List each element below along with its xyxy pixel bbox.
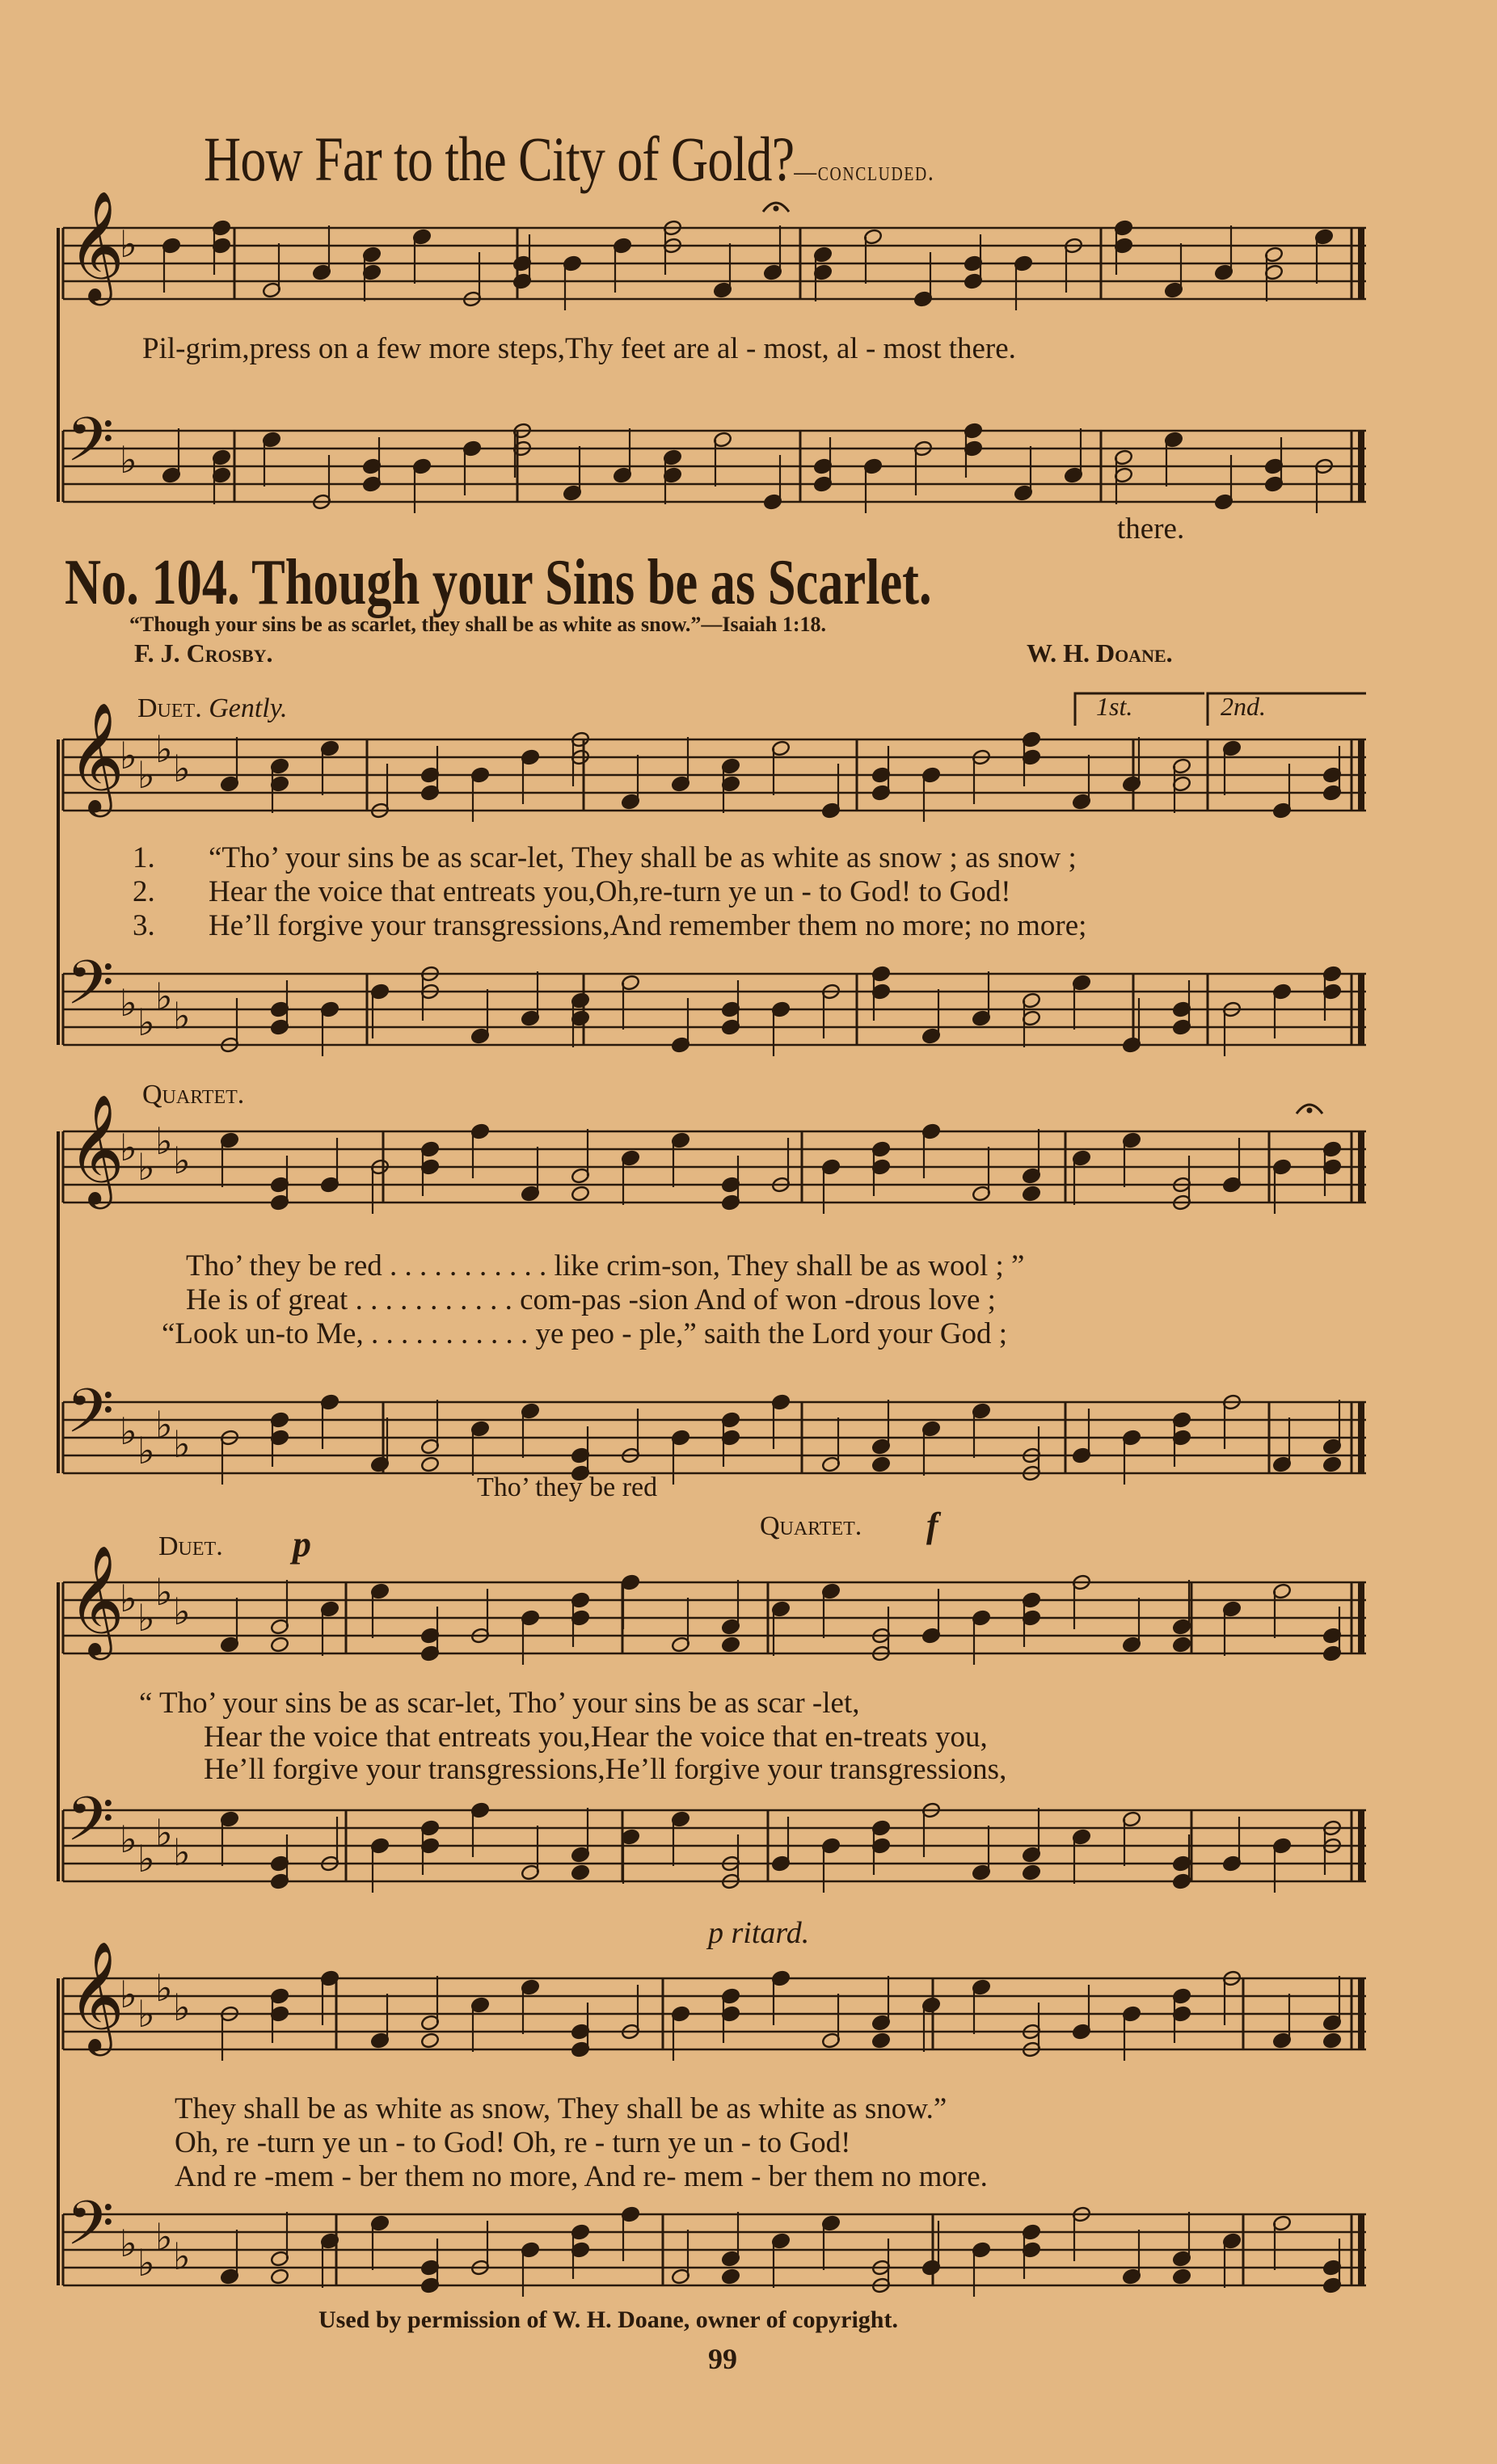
song2-system3-key-sig-bass: ♭ — [120, 1817, 137, 1861]
song2-system2-key-sig-bass: ♭ — [173, 1422, 191, 1466]
direction-duet — [137, 693, 287, 724]
first-ending-label: 1st. — [1096, 692, 1133, 721]
song2-author: F. J. Crosby. — [134, 638, 273, 668]
song2-system2-end-bar-bass-thick — [1358, 1402, 1364, 1473]
song2-system3-treble-clef: 𝄞 — [68, 1544, 124, 1655]
song2-title: No. 104. Though your Sins be as Scarlet. — [65, 547, 932, 618]
direction-quartet-2: Quartet. — [760, 1511, 862, 1541]
song2-system2-end-bar-thick — [1358, 1131, 1364, 1203]
song2-system4-key-sig: ♭ — [155, 1966, 173, 2010]
song2-system1-key-sig-bass: ♭ — [120, 981, 137, 1025]
song2-system2-bass-note-chord — [871, 1456, 891, 1473]
direction-tempo: Gently. — [209, 693, 288, 723]
verse-1-line-1: “Tho’ your sins be as scar-let, They shall be as white as snow ; as snow ; — [209, 841, 1077, 874]
song2-system4-end-bar-bass-thick — [1358, 2214, 1364, 2285]
song2-system3-key-sig-bass: ♭ — [137, 1837, 155, 1881]
song2-system4-end-bar-thick — [1358, 1978, 1364, 2049]
song2-system2-key-sig-bass: ♭ — [137, 1429, 155, 1472]
second-ending-label: 2nd. — [1221, 692, 1266, 721]
song2-system1-key-sig-bass: ♭ — [137, 1000, 155, 1044]
dynamic-piano: p — [293, 1523, 311, 1565]
song2-system4-treble-note-chord — [420, 2032, 440, 2049]
direction-duet-2: Duet. — [158, 1531, 223, 1561]
first-ending-bracket — [1075, 693, 1204, 726]
song2-system1-bass-clef: 𝄢 — [66, 947, 115, 1034]
song2-system2-treble-note-chord — [571, 1186, 590, 1203]
song2-system2-key-sig: ♭ — [120, 1126, 137, 1169]
song2-system3-treble-note-chord — [1172, 1636, 1191, 1653]
song1-system-end-bar-thick — [1358, 228, 1364, 299]
song2-system4-key-sig-bass: ♭ — [137, 2241, 155, 2285]
song1-system-treble-clef: 𝄞 — [68, 189, 124, 301]
song2-system4-key-sig: ♭ — [173, 1986, 191, 2029]
song1-lyric: Pil-grim,press on a few more steps,Thy feet are al - most, al - most there. — [142, 332, 1016, 365]
song2-system2-key-sig-bass: ♭ — [155, 1403, 173, 1447]
fermata-song1-dot — [774, 206, 779, 212]
verse-3-line-2: “Look un-to Me, . . . . . . . . . . . ye peo - ple,” saith the Lord your God ; — [162, 1317, 1008, 1350]
verse-2-line-4: Oh, re -turn ye un - to God! Oh, re - turn ye un - to God! — [175, 2126, 851, 2159]
song2-system4-treble-note-chord — [871, 2032, 891, 2049]
song2-system4-key-sig-bass: ♭ — [155, 2215, 173, 2259]
song2-system4-treble-clef: 𝄞 — [68, 1940, 124, 2051]
song2-system1-key-sig: ♭ — [137, 753, 155, 797]
song2-system3-key-sig-bass: ♭ — [155, 1811, 173, 1855]
song2-system2-key-sig-bass: ♭ — [120, 1409, 137, 1453]
verse-3-line-3: He’ll forgive your transgressions,He’ll forgive your transgressions, — [204, 1753, 1007, 1786]
song1-system-key-sig: ♭ — [120, 222, 137, 266]
verse-3-line-4: And re -mem - ber them no more, And re- mem - ber them no more. — [175, 2160, 988, 2193]
song2-system2-key-sig: ♭ — [137, 1145, 155, 1189]
dynamic-forte: f — [926, 1506, 938, 1545]
song2-system3-end-bar-thick — [1358, 1582, 1364, 1653]
direction-duet-label: Duet. — [137, 693, 202, 723]
verse-1-line-4: They shall be as white as snow, They shall be as white as snow.” — [175, 2092, 947, 2125]
song1-system-key-sig-bass: ♭ — [120, 438, 137, 482]
song2-system4-key-sig: ♭ — [120, 1973, 137, 2016]
song2-system3-key-sig: ♭ — [155, 1570, 173, 1614]
song2-system2-bass-note-chord — [1322, 1456, 1342, 1473]
song1-system-end-bar-bass-thick — [1358, 431, 1364, 502]
song2-system3-treble-note-chord — [721, 1636, 740, 1653]
song2-system1-key-sig: ♭ — [120, 734, 137, 777]
song2-system2-bass-note-chord — [420, 1456, 440, 1473]
song2-system4-treble-note-chord — [1322, 2032, 1342, 2049]
song2-system2-key-sig: ♭ — [173, 1139, 191, 1182]
verse-2-line-2: He is of great . . . . . . . . . . . com-pas -sion And of won -drous love ; — [186, 1283, 996, 1316]
bass-words: Tho’ they be red — [477, 1472, 658, 1502]
song2-system4-bass-clef: 𝄢 — [66, 2188, 115, 2274]
song1-title-text: How Far to the City of Gold? — [204, 124, 795, 194]
song2-system1-key-sig: ♭ — [173, 747, 191, 790]
song2-system4-bass-note-chord — [270, 2268, 289, 2285]
song2-composer: W. H. Doane. — [1027, 638, 1173, 668]
song2-system2-key-sig: ♭ — [155, 1119, 173, 1163]
song2-system3-key-sig: ♭ — [120, 1577, 137, 1620]
song2-system1-key-sig-bass: ♭ — [173, 994, 191, 1038]
song2-system3-treble-note-chord — [270, 1636, 289, 1653]
song2-system4-key-sig: ♭ — [137, 1992, 155, 2036]
song2-system3-bass-note-chord — [571, 1864, 590, 1881]
song1-title — [204, 123, 935, 196]
song2-system3-bass-note-chord — [1022, 1864, 1041, 1881]
song2-epigraph: “Though your sins be as scarlet, they shall be as white as snow.”—Isaiah 1:18. — [129, 613, 826, 636]
song2-system3-key-sig-bass: ♭ — [173, 1830, 191, 1874]
song2-system2-treble-note-chord — [1022, 1186, 1041, 1203]
direction-quartet: Quartet. — [142, 1080, 245, 1110]
song2-system1-treble-clef: 𝄞 — [68, 701, 124, 812]
song2-system4-key-sig-bass: ♭ — [173, 2234, 191, 2278]
song2-system3-end-bar-bass-thick — [1358, 1810, 1364, 1881]
song1-system-bass-clef: 𝄢 — [66, 404, 115, 491]
verse-1-line-2: Tho’ they be red . . . . . . . . . . . like crim-son, They shall be as wool ; ” — [186, 1249, 1025, 1283]
song2-system4-key-sig-bass: ♭ — [120, 2222, 137, 2265]
song2-system1-end-bar-bass-thick — [1358, 974, 1364, 1045]
fermata-system2-dot — [1307, 1108, 1313, 1114]
song2-system3-bass-clef: 𝄢 — [66, 1784, 115, 1870]
verse-number-3: 3. — [133, 909, 155, 942]
verse-number-2: 2. — [133, 875, 155, 908]
verse-3-line-1: He’ll forgive your transgressions,And remember them no more; no more; — [209, 909, 1087, 942]
song2-system4-bass-note-chord — [721, 2268, 740, 2285]
song2-system1-key-sig-bass: ♭ — [155, 975, 173, 1018]
song2-system1-key-sig: ♭ — [155, 727, 173, 771]
song2-system3-key-sig: ♭ — [137, 1596, 155, 1640]
page-number: 99 — [708, 2343, 737, 2375]
verse-1-line-3: “ Tho’ your sins be as scar-let, Tho’ your sins be as scar -let, — [139, 1687, 860, 1720]
song1-bass-word: there. — [1117, 512, 1185, 545]
song2-system2-bass-clef: 𝄢 — [66, 1375, 115, 1462]
song2-system4-bass-note-chord — [1172, 2268, 1191, 2285]
copyright-footer: Used by permission of W. H. Doane, owner of copyright. — [318, 2306, 898, 2333]
song2-system2-treble-clef: 𝄞 — [68, 1093, 124, 1204]
song1-title-suffix: —concluded. — [794, 157, 935, 187]
verse-number-1: 1. — [133, 841, 155, 874]
song2-system3-key-sig: ♭ — [173, 1590, 191, 1633]
verse-2-line-3: Hear the voice that entreats you,Hear the voice that en-treats you, — [204, 1721, 988, 1754]
song2-system1-end-bar-thick — [1358, 739, 1364, 811]
ritard-marking: p ritard. — [708, 1916, 810, 1950]
verse-2-line-1: Hear the voice that entreats you,Oh,re-turn ye un - to God! to God! — [209, 875, 1011, 908]
